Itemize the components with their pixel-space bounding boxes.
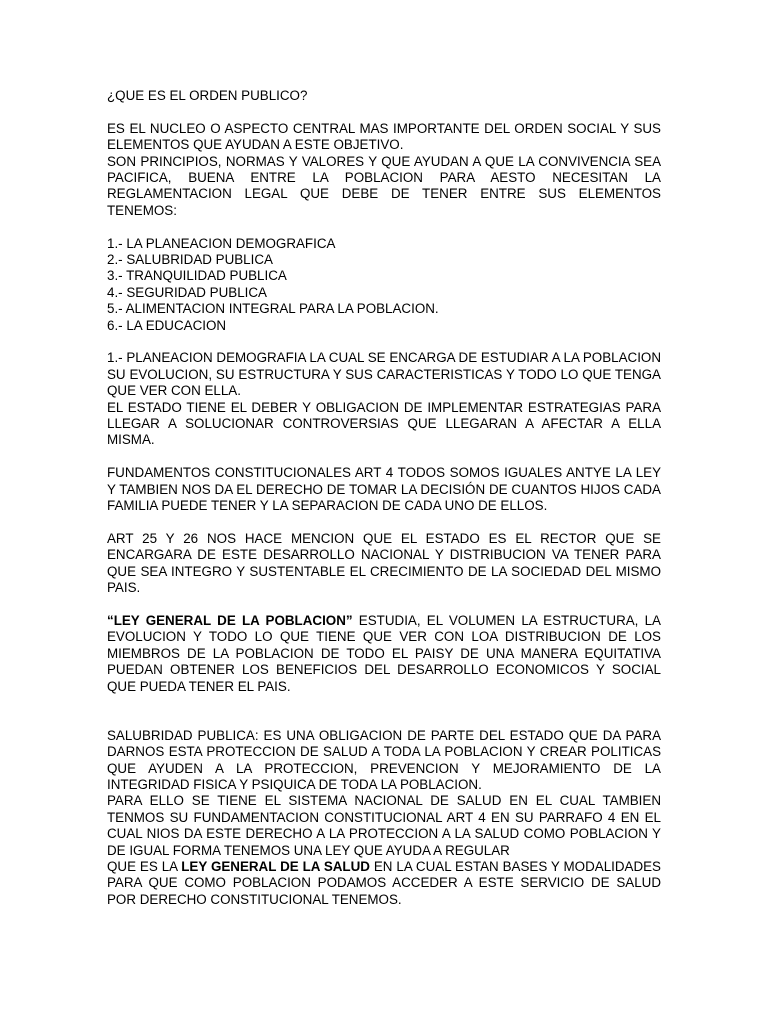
- list-item: 5.- ALIMENTACION INTEGRAL PARA LA POBLACION.: [107, 301, 439, 317]
- spacer: [107, 597, 661, 613]
- list-item: 1.- LA PLANEACION DEMOGRAFICA: [107, 235, 336, 251]
- salud-suffix: EN LA CUAL ESTAN BASES Y MODALIDADES PARA QUE COMO POBLACION PODAMOS ACCEDER A ESTE SERVICIO DE SALUD POR DERECHO CONSTITUCIONAL TENEMOS.: [107, 858, 661, 907]
- spacer: [107, 695, 661, 728]
- intro-paragraph-1: ES EL NUCLEO O ASPECTO CENTRAL MAS IMPORTANTE DEL ORDEN SOCIAL Y SUS ELEMENTOS QUE AYUDAN A ESTE OBJETIVO.: [107, 120, 661, 153]
- planeacion-paragraph-2: EL ESTADO TIENE EL DEBER Y OBLIGACION DE IMPLEMENTAR ESTRATEGIAS PARA LLEGAR A SOLUCIONAR CONTROVERSIAS QUE LLEGARAN A AFECTAR A ELLA MISMA.: [107, 399, 661, 448]
- salud-prefix: QUE ES LA: [107, 858, 182, 874]
- document-title: ¿QUE ES EL ORDEN PUBLICO?: [107, 88, 308, 103]
- ley-poblacion-text: ESTUDIA, EL VOLUMEN LA ESTRUCTURA, LA EVOLUCION Y TODO LO QUE TIENE QUE VER CON LOA DISTRIBUCION DE LOS MIEMBROS DE LA POBLACION DE TODO EL PAISY DE UNA MANERA EQUITATIVA PUEDAN OBTENER LOS BENEFICIOS DEL DESARROLLO ECONOMICOS Y SOCIAL QUE PUEDA TENER EL PAIS.: [107, 612, 661, 694]
- document-page: [107, 88, 661, 908]
- fundamentos-paragraph: FUNDAMENTOS CONSTITUCIONALES ART 4 TODOS SOMOS IGUALES ANTYE LA LEY Y TAMBIEN NOS DA EL DERECHO DE TOMAR LA DECISIÓN DE CUANTOS HIJOS CADA FAMILIA PUEDE TENER Y LA SEPARACION DE CADA UNO DE ELLOS.: [107, 465, 661, 514]
- list-item: 3.- TRANQUILIDAD PUBLICA: [107, 268, 287, 284]
- spacer: [107, 219, 661, 235]
- ley-salud-paragraph: [107, 859, 661, 908]
- salubridad-paragraph-1: SALUBRIDAD PUBLICA: ES UNA OBLIGACION DE PARTE DEL ESTADO QUE DA PARA DARNOS ESTA PROTECCION DE SALUD A TODA LA POBLACION Y CREAR POLITICAS QUE AYUDEN A LA PROTECCION, PREVENCION Y MEJORAMIENTO DE LA INTEGRIDAD FISICA Y PSIQUICA DE TODA LA POBLACION.: [107, 727, 661, 792]
- planeacion-paragraph-1: 1.- PLANEACION DEMOGRAFIA LA CUAL SE ENCARGA DE ESTUDIAR A LA POBLACION SU EVOLUCION, SU ESTRUCTURA Y SUS CARACTERISTICAS Y TODO LO QUE TENGA QUE VER CON ELLA.: [107, 350, 661, 399]
- salubridad-paragraph-2: PARA ELLO SE TIENE EL SISTEMA NACIONAL DE SALUD EN EL CUAL TAMBIEN TENMOS SU FUNDAMENTACION CONSTITUCIONAL ART 4 EN SU PARRAFO 4 EN EL CUAL NIOS DA ESTE DERECHO A LA PROTECCION A LA SALUD COMO POBLACION Y DE IGUAL FORMA TENEMOS UNA LEY QUE AYUDA A REGULAR: [107, 793, 661, 858]
- spacer: [107, 449, 661, 465]
- spacer: [107, 104, 661, 120]
- articles-paragraph: ART 25 Y 26 NOS HACE MENCION QUE EL ESTADO ES EL RECTOR QUE SE ENCARGARA DE ESTE DESARROLLO NACIONAL Y DISTRIBUCION VA TENER PARA QUE SEA INTEGRO Y SUSTENTABLE EL CRECIMIENTO DE LA SOCIEDAD DEL MISMO PAIS.: [107, 530, 661, 596]
- ley-salud-title: LEY GENERAL DE LA SALUD: [181, 858, 370, 874]
- list-item: 4.- SEGURIDAD PUBLICA: [107, 284, 267, 300]
- ley-poblacion-paragraph: [107, 613, 661, 695]
- ley-poblacion-title: “LEY GENERAL DE LA POBLACION”: [107, 612, 353, 628]
- list-item: 6.- LA EDUCACION: [107, 317, 227, 333]
- list-item: 2.- SALUBRIDAD PUBLICA: [107, 252, 273, 268]
- elements-list: [107, 236, 661, 334]
- spacer: [107, 515, 661, 531]
- intro-paragraph-2: SON PRINCIPIOS, NORMAS Y VALORES Y QUE AYUDAN A QUE LA CONVIVENCIA SEA PACIFICA, BUENA ENTRE LA POBLACION PARA AESTO NECESITAN LA REGLAMENTACION LEGAL QUE DEBE DE TENER ENTRE SUS ELEMENTOS TENEMOS:: [107, 153, 661, 218]
- spacer: [107, 334, 661, 350]
